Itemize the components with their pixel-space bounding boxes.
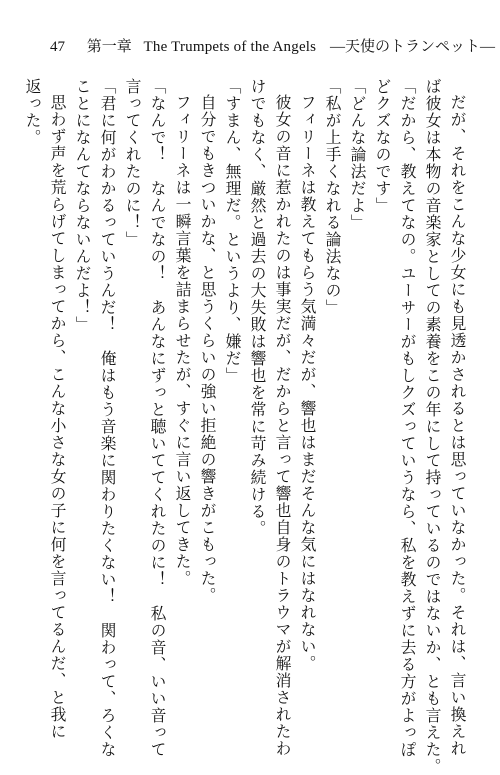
- text-line: 思わず声を荒らげてしまってから、こんな小さな女の子に何を言ってるんだ、と我に: [48, 93, 67, 740]
- text-line: 自分でもきついかな、と思うくらいの強い拒絶の響きがこもった。: [198, 93, 217, 604]
- text-line: 「なんで！ なんでなの！ あんなにずっと聴いててくれたのに！ 私の音、いい音って: [148, 78, 167, 758]
- text-line: フィリーネは一瞬言葉を詰まらせたが、すぐに言い返してきた。: [173, 93, 192, 587]
- text-line: 「だから、教えてなの。ユーサーがもしクズっていうなら、私を教えずに去る方がよっぽ: [398, 78, 417, 758]
- running-header: [50, 36, 495, 58]
- chapter-label: 第一章: [86, 39, 132, 55]
- japanese-title: —天使のトランペット—: [329, 39, 495, 55]
- text-line: ば彼女は本物の音楽家としての素養をこの年にして持っているのではないか、とも言えた。: [423, 78, 442, 775]
- vertical-body-text: [23, 78, 470, 775]
- text-line: フィリーネは教えてもらう気満々だが、響也はまだそんな気にはなれない。: [298, 93, 317, 672]
- text-line: 「君に何がわかるっていうんだ！ 俺はもう音楽に関わりたくない！ 関わって、ろくな: [98, 78, 117, 758]
- text-line: けでもなく、厳然と過去の大失敗は響也を常に苛み続ける。: [248, 78, 267, 537]
- text-line: 「私が上手くなれる論法なの」: [323, 78, 342, 316]
- text-line: どクズなのです」: [373, 78, 392, 214]
- text-line: ことになんてならないんだよ！」: [73, 78, 92, 333]
- text-line: 「すまん、無理だ。というより、嫌だ」: [223, 78, 242, 384]
- text-line: 言ってくれたのに！」: [123, 78, 142, 248]
- text-line: だが、それをこんな少女にも見透かされるとは思っていなかった。それは、言い換えれ: [448, 93, 467, 757]
- text-line: 「どんな論法だよ」: [348, 78, 367, 231]
- page-number: 47: [50, 39, 65, 55]
- english-title: The Trumpets of the Angels: [143, 39, 317, 55]
- text-line: 彼女の音に惹かれたのは事実だが、だからと言って響也自身のトラウマが解消されたわ: [273, 93, 292, 757]
- text-line: 返った。: [23, 78, 42, 146]
